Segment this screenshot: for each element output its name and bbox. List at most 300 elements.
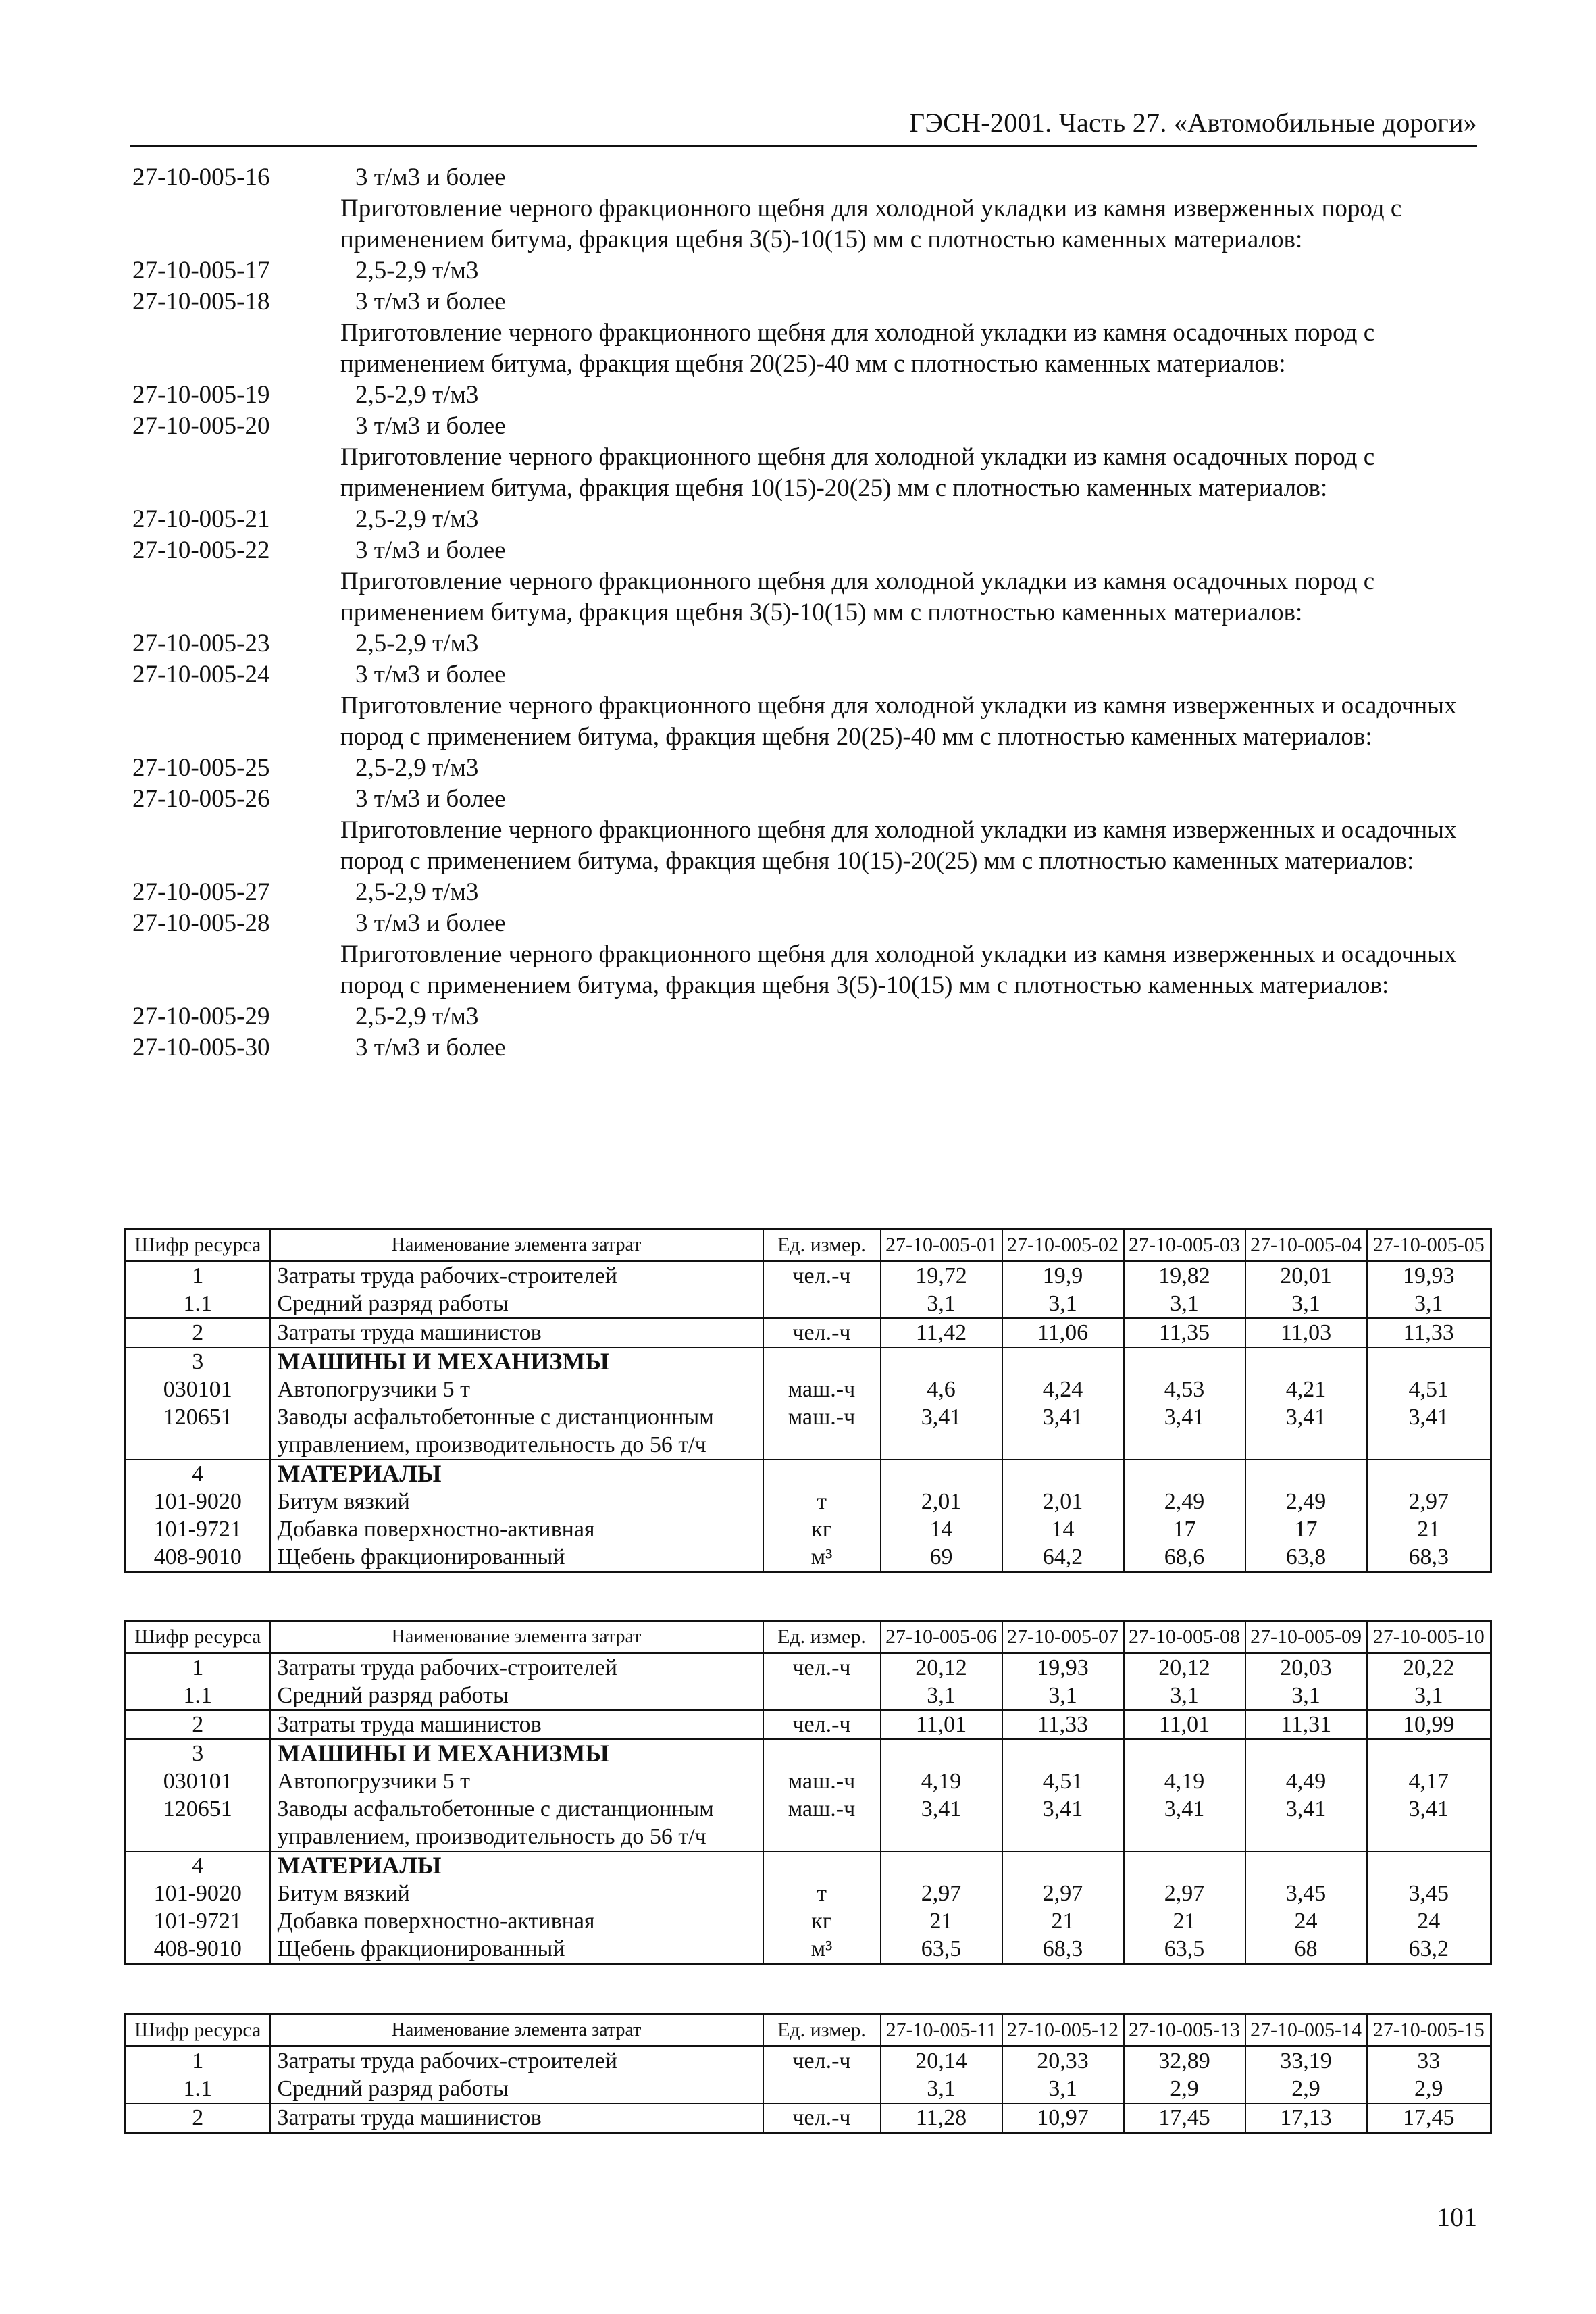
value-cell: 3,41 [881, 1795, 1002, 1851]
resource-code: 101-9721 [126, 1515, 270, 1543]
value-cell: 2,97 [1002, 1880, 1124, 1907]
table-row [126, 2075, 1491, 2103]
entry-text: 3 т/м3 и более [355, 536, 506, 564]
resource-code: 1.1 [126, 1290, 270, 1318]
value-cell: 33 [1367, 2046, 1491, 2076]
entry-code: 27-10-005-21 [132, 505, 270, 533]
value-cell: 63,8 [1245, 1543, 1367, 1572]
entry-description [132, 193, 1476, 255]
table-row [126, 1907, 1491, 1935]
section-title: МАШИНЫ И МЕХАНИЗМЫ [270, 1347, 763, 1376]
cost-element-name: Щебень фракционированный [270, 1543, 763, 1572]
cost-element-name: Заводы асфальтобетонные с дистанционным управлением, производительность до 56 т/ч [270, 1795, 763, 1851]
entry-text: Приготовление черного фракционного щебня для холодной укладки из камня изверженных и осадочных пород с применением битума, фракция щебня 10(15)-20(25) мм с плотностью каменных материалов: [340, 816, 1457, 875]
entry-code: 27-10-005-30 [132, 1034, 270, 1061]
entry-row [132, 908, 1476, 939]
value-cell: 17 [1124, 1515, 1245, 1543]
value-cell: 3,1 [1124, 1682, 1245, 1710]
header-norm-code: 27-10-005-03 [1124, 1230, 1245, 1261]
entry-code [132, 442, 340, 504]
value-cell: 4,19 [1124, 1767, 1245, 1795]
unit [763, 1739, 881, 1767]
value-cell: 20,22 [1367, 1653, 1491, 1682]
value-cell: 3,1 [1002, 1682, 1124, 1710]
value-cell: 4,51 [1367, 1376, 1491, 1403]
entry-text: Приготовление черного фракционного щебня для холодной укладки из камня осадочных пород с применением битума, фракция щебня 10(15)-20(25) мм с плотностью каменных материалов: [340, 443, 1375, 502]
value-cell: 10,97 [1002, 2103, 1124, 2133]
value-cell: 19,72 [881, 1261, 1002, 1290]
cost-table-2 [124, 1620, 1492, 1965]
value-cell: 68,3 [1002, 1935, 1124, 1964]
value-cell: 2,49 [1124, 1488, 1245, 1515]
value-cell: 3,1 [1245, 1290, 1367, 1318]
entry-description [132, 690, 1476, 753]
header-norm-code: 27-10-005-05 [1367, 1230, 1491, 1261]
entry-row [132, 380, 1476, 411]
entry-code: 27-10-005-20 [132, 412, 270, 440]
section-title: МАТЕРИАЛЫ [270, 1851, 763, 1880]
header-cost-element-name: Наименование элемента затрат [270, 1621, 763, 1653]
cost-table-3 [124, 2013, 1492, 2134]
value-cell [1367, 1347, 1491, 1376]
header-norm-code: 27-10-005-13 [1124, 2015, 1245, 2046]
header-rule [130, 145, 1477, 147]
table-row [126, 1851, 1491, 1880]
value-cell: 63,5 [1124, 1935, 1245, 1964]
entry-code: 27-10-005-19 [132, 381, 270, 409]
header-norm-code: 27-10-005-08 [1124, 1621, 1245, 1653]
unit: маш.-ч [763, 1403, 881, 1459]
header-norm-code: 27-10-005-15 [1367, 2015, 1491, 2046]
entry-text: 3 т/м3 и более [355, 288, 506, 316]
value-cell: 17 [1245, 1515, 1367, 1543]
value-cell: 3,41 [1367, 1403, 1491, 1459]
resource-code: 2 [126, 1710, 270, 1739]
entry-description [132, 318, 1476, 380]
header-norm-code: 27-10-005-09 [1245, 1621, 1367, 1653]
norm-entries-list [132, 162, 1476, 1063]
unit [763, 1851, 881, 1880]
unit: чел.-ч [763, 2103, 881, 2133]
entry-row [132, 255, 1476, 286]
value-cell [881, 1739, 1002, 1767]
resource-code: 1 [126, 2046, 270, 2076]
value-cell [1367, 1459, 1491, 1488]
entry-text: Приготовление черного фракционного щебня для холодной укладки из камня осадочных пород с применением битума, фракция щебня 20(25)-40 мм с плотностью каменных материалов: [340, 319, 1375, 378]
resource-code: 101-9721 [126, 1907, 270, 1935]
value-cell [1124, 1459, 1245, 1488]
entry-row [132, 784, 1476, 815]
value-cell: 19,93 [1002, 1653, 1124, 1682]
value-cell: 3,41 [1124, 1403, 1245, 1459]
resource-code: 030101 [126, 1767, 270, 1795]
value-cell: 3,1 [1124, 1290, 1245, 1318]
value-cell: 17,45 [1124, 2103, 1245, 2133]
value-cell: 32,89 [1124, 2046, 1245, 2076]
table-row [126, 1739, 1491, 1767]
value-cell: 19,82 [1124, 1261, 1245, 1290]
value-cell: 4,21 [1245, 1376, 1367, 1403]
value-cell: 19,93 [1367, 1261, 1491, 1290]
table-row [126, 1653, 1491, 1682]
entry-text: 3 т/м3 и более [355, 164, 506, 191]
value-cell: 2,9 [1124, 2075, 1245, 2103]
value-cell: 21 [1124, 1907, 1245, 1935]
entry-code [132, 815, 340, 877]
section-title: МАШИНЫ И МЕХАНИЗМЫ [270, 1739, 763, 1767]
unit: чел.-ч [763, 1261, 881, 1290]
value-cell [1124, 1347, 1245, 1376]
value-cell: 21 [881, 1907, 1002, 1935]
cost-element-name: Средний разряд работы [270, 2075, 763, 2103]
cost-element-name: Щебень фракционированный [270, 1935, 763, 1964]
entry-row [132, 628, 1476, 659]
value-cell [1002, 1851, 1124, 1880]
resource-code: 4 [126, 1459, 270, 1488]
entry-description [132, 939, 1476, 1001]
value-cell [1124, 1851, 1245, 1880]
header-cost-element-name: Наименование элемента затрат [270, 1230, 763, 1261]
header-unit: Ед. измер. [763, 1230, 881, 1261]
header-norm-code: 27-10-005-10 [1367, 1621, 1491, 1653]
entry-row [132, 535, 1476, 566]
resource-code: 1 [126, 1653, 270, 1682]
table-row [126, 1935, 1491, 1964]
table-row [126, 1515, 1491, 1543]
entry-code: 27-10-005-22 [132, 536, 270, 564]
header-norm-code: 27-10-005-14 [1245, 2015, 1367, 2046]
value-cell: 11,35 [1124, 1318, 1245, 1347]
entry-text: 3 т/м3 и более [355, 909, 506, 937]
value-cell: 3,41 [1124, 1795, 1245, 1851]
cost-table-1 [124, 1228, 1492, 1573]
header-unit: Ед. измер. [763, 2015, 881, 2046]
cost-element-name: Заводы асфальтобетонные с дистанционным управлением, производительность до 56 т/ч [270, 1403, 763, 1459]
header-norm-code: 27-10-005-07 [1002, 1621, 1124, 1653]
table-row [126, 1795, 1491, 1851]
cost-element-name: Затраты труда рабочих-строителей [270, 1653, 763, 1682]
value-cell: 17,13 [1245, 2103, 1367, 2133]
entry-text: 2,5-2,9 т/м3 [355, 257, 479, 284]
entry-code: 27-10-005-16 [132, 164, 270, 191]
unit [763, 1290, 881, 1318]
value-cell: 4,53 [1124, 1376, 1245, 1403]
value-cell: 68,6 [1124, 1543, 1245, 1572]
value-cell: 4,6 [881, 1376, 1002, 1403]
header-cost-element-name: Наименование элемента затрат [270, 2015, 763, 2046]
value-cell [1245, 1347, 1367, 1376]
value-cell: 68 [1245, 1935, 1367, 1964]
value-cell [881, 1347, 1002, 1376]
value-cell: 2,97 [1124, 1880, 1245, 1907]
entry-code [132, 566, 340, 628]
unit: м³ [763, 1543, 881, 1572]
cost-element-name: Добавка поверхностно-активная [270, 1515, 763, 1543]
resource-code: 101-9020 [126, 1880, 270, 1907]
value-cell: 11,28 [881, 2103, 1002, 2133]
unit [763, 1682, 881, 1710]
header-norm-code: 27-10-005-04 [1245, 1230, 1367, 1261]
value-cell: 17,45 [1367, 2103, 1491, 2133]
resource-code: 1 [126, 1261, 270, 1290]
unit: маш.-ч [763, 1376, 881, 1403]
value-cell: 20,03 [1245, 1653, 1367, 1682]
header-unit: Ед. измер. [763, 1621, 881, 1653]
resource-code: 1.1 [126, 2075, 270, 2103]
entry-text: 2,5-2,9 т/м3 [355, 754, 479, 782]
value-cell: 3,45 [1367, 1880, 1491, 1907]
cost-element-name: Средний разряд работы [270, 1290, 763, 1318]
entry-code: 27-10-005-18 [132, 288, 270, 316]
entry-text: 2,5-2,9 т/м3 [355, 630, 479, 657]
resource-code: 030101 [126, 1376, 270, 1403]
entry-code [132, 318, 340, 380]
value-cell: 20,14 [881, 2046, 1002, 2076]
table-row [126, 1459, 1491, 1488]
entry-code: 27-10-005-17 [132, 257, 270, 284]
value-cell: 2,01 [881, 1488, 1002, 1515]
cost-element-name: Автопогрузчики 5 т [270, 1767, 763, 1795]
header-norm-code: 27-10-005-11 [881, 2015, 1002, 2046]
table-row [126, 1488, 1491, 1515]
header-norm-code: 27-10-005-12 [1002, 2015, 1124, 2046]
table-row [126, 1376, 1491, 1403]
entry-text: Приготовление черного фракционного щебня для холодной укладки из камня осадочных пород с применением битума, фракция щебня 3(5)-10(15) мм с плотностью каменных материалов: [340, 568, 1375, 626]
entry-row [132, 877, 1476, 908]
table-row [126, 1290, 1491, 1318]
resource-code: 2 [126, 2103, 270, 2133]
value-cell [1245, 1459, 1367, 1488]
value-cell: 14 [1002, 1515, 1124, 1543]
entry-text: 2,5-2,9 т/м3 [355, 1003, 479, 1030]
table-row [126, 1767, 1491, 1795]
resource-code: 3 [126, 1347, 270, 1376]
cost-element-name: Добавка поверхностно-активная [270, 1907, 763, 1935]
entry-row [132, 162, 1476, 193]
entry-code: 27-10-005-29 [132, 1003, 270, 1030]
entry-text: Приготовление черного фракционного щебня для холодной укладки из камня изверженных пород с применением битума, фракция щебня 3(5)-10(15) мм с плотностью каменных материалов: [340, 195, 1402, 253]
resource-code: 1.1 [126, 1682, 270, 1710]
value-cell: 14 [881, 1515, 1002, 1543]
value-cell: 11,03 [1245, 1318, 1367, 1347]
resource-code: 101-9020 [126, 1488, 270, 1515]
value-cell: 11,01 [1124, 1710, 1245, 1739]
table-row [126, 1403, 1491, 1459]
value-cell [1124, 1739, 1245, 1767]
unit [763, 1459, 881, 1488]
entry-text: 3 т/м3 и более [355, 412, 506, 440]
value-cell: 3,1 [1002, 2075, 1124, 2103]
value-cell: 2,97 [881, 1880, 1002, 1907]
entry-text: 2,5-2,9 т/м3 [355, 505, 479, 533]
unit: кг [763, 1515, 881, 1543]
value-cell [1245, 1851, 1367, 1880]
value-cell: 3,41 [1367, 1795, 1491, 1851]
entry-text: Приготовление черного фракционного щебня для холодной укладки из камня изверженных и осадочных пород с применением битума, фракция щебня 3(5)-10(15) мм с плотностью каменных материалов: [340, 940, 1457, 999]
value-cell: 3,41 [1245, 1403, 1367, 1459]
resource-code: 2 [126, 1318, 270, 1347]
resource-code: 4 [126, 1851, 270, 1880]
table-row [126, 2046, 1491, 2076]
entry-description [132, 442, 1476, 504]
header-resource-code: Шифр ресурса [126, 2015, 270, 2046]
header-resource-code: Шифр ресурса [126, 1230, 270, 1261]
value-cell: 3,1 [881, 1290, 1002, 1318]
resource-code: 120651 [126, 1795, 270, 1851]
cost-element-name: Битум вязкий [270, 1880, 763, 1907]
entry-row [132, 1001, 1476, 1032]
value-cell: 3,1 [1002, 1290, 1124, 1318]
value-cell: 24 [1367, 1907, 1491, 1935]
entry-code [132, 193, 340, 255]
cost-element-name: Битум вязкий [270, 1488, 763, 1515]
value-cell: 3,41 [1002, 1403, 1124, 1459]
cost-element-name: Затраты труда рабочих-строителей [270, 2046, 763, 2076]
entry-row [132, 1032, 1476, 1063]
table-row [126, 2103, 1491, 2133]
value-cell: 69 [881, 1543, 1002, 1572]
unit: кг [763, 1907, 881, 1935]
value-cell: 4,24 [1002, 1376, 1124, 1403]
value-cell [1002, 1347, 1124, 1376]
header-norm-code: 27-10-005-01 [881, 1230, 1002, 1261]
entry-text: 2,5-2,9 т/м3 [355, 878, 479, 906]
unit: т [763, 1880, 881, 1907]
table-row [126, 1880, 1491, 1907]
header-norm-code: 27-10-005-02 [1002, 1230, 1124, 1261]
value-cell: 11,06 [1002, 1318, 1124, 1347]
cost-element-name: Затраты труда машинистов [270, 2103, 763, 2133]
value-cell: 20,33 [1002, 2046, 1124, 2076]
cost-element-name: Автопогрузчики 5 т [270, 1376, 763, 1403]
value-cell: 2,97 [1367, 1488, 1491, 1515]
value-cell [1367, 1739, 1491, 1767]
value-cell [1002, 1739, 1124, 1767]
value-cell [1245, 1739, 1367, 1767]
value-cell: 33,19 [1245, 2046, 1367, 2076]
cost-element-name: Затраты труда рабочих-строителей [270, 1261, 763, 1290]
value-cell: 3,1 [1245, 1682, 1367, 1710]
entry-text: Приготовление черного фракционного щебня для холодной укладки из камня изверженных и осадочных пород с применением битума, фракция щебня 20(25)-40 мм с плотностью каменных материалов: [340, 692, 1457, 751]
value-cell: 3,41 [881, 1403, 1002, 1459]
table-row [126, 1710, 1491, 1739]
value-cell: 2,01 [1002, 1488, 1124, 1515]
value-cell: 3,41 [1002, 1795, 1124, 1851]
cost-element-name: Затраты труда машинистов [270, 1710, 763, 1739]
value-cell: 21 [1002, 1907, 1124, 1935]
value-cell: 3,1 [881, 1682, 1002, 1710]
entry-code [132, 939, 340, 1001]
value-cell [881, 1459, 1002, 1488]
entry-code: 27-10-005-25 [132, 754, 270, 782]
value-cell: 20,01 [1245, 1261, 1367, 1290]
entry-code: 27-10-005-26 [132, 785, 270, 813]
page-number: 101 [1437, 2202, 1477, 2232]
resource-code: 3 [126, 1739, 270, 1767]
cost-element-name: Средний разряд работы [270, 1682, 763, 1710]
header-resource-code: Шифр ресурса [126, 1621, 270, 1653]
value-cell: 2,9 [1367, 2075, 1491, 2103]
entry-text: 3 т/м3 и более [355, 1034, 506, 1061]
value-cell: 68,3 [1367, 1543, 1491, 1572]
entry-row [132, 504, 1476, 535]
entry-text: 3 т/м3 и более [355, 661, 506, 688]
unit: маш.-ч [763, 1767, 881, 1795]
value-cell: 20,12 [881, 1653, 1002, 1682]
value-cell: 3,1 [881, 2075, 1002, 2103]
value-cell: 63,5 [881, 1935, 1002, 1964]
value-cell: 11,01 [881, 1710, 1002, 1739]
value-cell: 3,1 [1367, 1682, 1491, 1710]
header-norm-code: 27-10-005-06 [881, 1621, 1002, 1653]
resource-code: 120651 [126, 1403, 270, 1459]
entry-code [132, 690, 340, 753]
table-row [126, 1261, 1491, 1290]
resource-code: 408-9010 [126, 1935, 270, 1964]
unit: чел.-ч [763, 2046, 881, 2076]
value-cell [1002, 1459, 1124, 1488]
value-cell: 64,2 [1002, 1543, 1124, 1572]
entry-text: 3 т/м3 и более [355, 785, 506, 813]
unit [763, 1347, 881, 1376]
value-cell: 4,17 [1367, 1767, 1491, 1795]
unit: чел.-ч [763, 1653, 881, 1682]
value-cell: 11,33 [1367, 1318, 1491, 1347]
unit: м³ [763, 1935, 881, 1964]
entry-code: 27-10-005-27 [132, 878, 270, 906]
value-cell: 4,19 [881, 1767, 1002, 1795]
unit: чел.-ч [763, 1318, 881, 1347]
value-cell: 2,49 [1245, 1488, 1367, 1515]
value-cell: 24 [1245, 1907, 1367, 1935]
unit: маш.-ч [763, 1795, 881, 1851]
unit: чел.-ч [763, 1710, 881, 1739]
table-row [126, 1682, 1491, 1710]
cost-element-name: Затраты труда машинистов [270, 1318, 763, 1347]
entry-code: 27-10-005-28 [132, 909, 270, 937]
entry-row [132, 659, 1476, 690]
entry-row [132, 286, 1476, 318]
table-row [126, 1543, 1491, 1572]
entry-row [132, 411, 1476, 442]
value-cell: 10,99 [1367, 1710, 1491, 1739]
value-cell: 3,41 [1245, 1795, 1367, 1851]
table-row [126, 1347, 1491, 1376]
value-cell: 11,33 [1002, 1710, 1124, 1739]
entry-description [132, 815, 1476, 877]
value-cell: 21 [1367, 1515, 1491, 1543]
value-cell: 3,45 [1245, 1880, 1367, 1907]
value-cell [1367, 1851, 1491, 1880]
value-cell: 63,2 [1367, 1935, 1491, 1964]
entry-description [132, 566, 1476, 628]
entry-code: 27-10-005-23 [132, 630, 270, 657]
unit [763, 2075, 881, 2103]
page-header: ГЭСН-2001. Часть 27. «Автомобильные дороги» [909, 107, 1477, 138]
value-cell: 2,9 [1245, 2075, 1367, 2103]
value-cell: 11,42 [881, 1318, 1002, 1347]
value-cell: 11,31 [1245, 1710, 1367, 1739]
value-cell: 19,9 [1002, 1261, 1124, 1290]
table-row [126, 1318, 1491, 1347]
value-cell [881, 1851, 1002, 1880]
value-cell: 4,51 [1002, 1767, 1124, 1795]
value-cell: 3,1 [1367, 1290, 1491, 1318]
entry-code: 27-10-005-24 [132, 661, 270, 688]
resource-code: 408-9010 [126, 1543, 270, 1572]
value-cell: 4,49 [1245, 1767, 1367, 1795]
entry-text: 2,5-2,9 т/м3 [355, 381, 479, 409]
